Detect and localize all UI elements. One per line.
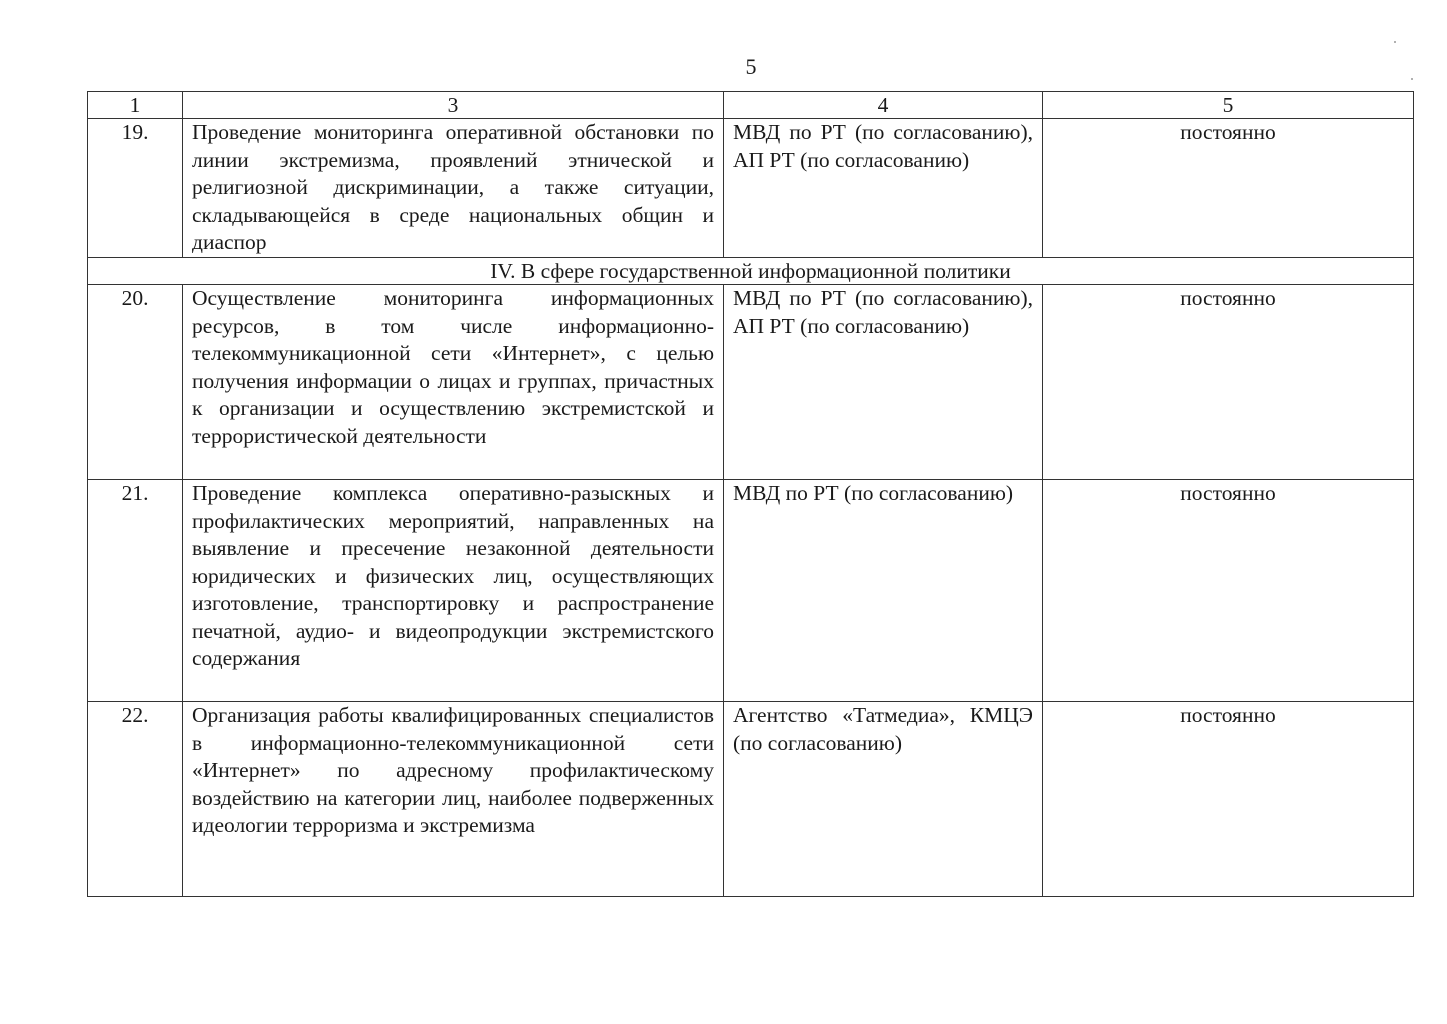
- row-event: Организация работы квалифицированных специалистов в информационно-телекоммуникационной сети «Интернет» по адресному профилактическому воздействию на категории лиц, наиболее подверженных идеологии терроризма и экстремизма: [183, 702, 724, 897]
- header-cell-number: 1: [88, 92, 183, 119]
- scan-speck: [1394, 41, 1396, 43]
- row-executor: МВД по РТ (по согласованию), АП РТ (по согласованию): [724, 119, 1043, 258]
- row-term: постоянно: [1043, 285, 1414, 480]
- row-event: Проведение мониторинга оперативной обстановки по линии экстремизма, проявлений этнической и религиозной дискриминации, а также ситуации, складывающейся в среде национальных общин и диаспор: [183, 119, 724, 258]
- row-executor: МВД по РТ (по согласованию), АП РТ (по согласованию): [724, 285, 1043, 480]
- row-term: постоянно: [1043, 119, 1414, 258]
- section-heading: IV. В сфере государственной информационной политики: [88, 258, 1414, 285]
- table-header-row: [88, 92, 1414, 119]
- row-number: 21.: [88, 480, 183, 702]
- page-number: 5: [745, 54, 757, 79]
- row-executor: МВД по РТ (по согласованию): [724, 480, 1043, 702]
- row-term: постоянно: [1043, 702, 1414, 897]
- header-cell-executor: 4: [724, 92, 1043, 119]
- header-cell-term: 5: [1043, 92, 1414, 119]
- row-term: постоянно: [1043, 480, 1414, 702]
- table-row: [88, 702, 1414, 897]
- row-number: 22.: [88, 702, 183, 897]
- table-row: [88, 119, 1414, 258]
- section-heading-row: [88, 258, 1414, 285]
- measures-table: [87, 91, 1414, 897]
- table-row: [88, 480, 1414, 702]
- header-cell-event: 3: [183, 92, 724, 119]
- row-event: Осуществление мониторинга информационных ресурсов, в том числе информационно-телекоммуникационной сети «Интернет», с целью получения информации о лицах и группах, причастных к организации и осуществлению экстремистской и террористической деятельности: [183, 285, 724, 480]
- row-executor: Агентство «Татмедиа», КМЦЭ (по согласованию): [724, 702, 1043, 897]
- row-event: Проведение комплекса оперативно-разыскных и профилактических мероприятий, направленных на выявление и пресечение незаконной деятельности юридических и физических лиц, осуществляющих изготовление, транспортировку и распространение печатной, аудио- и видеопродукции экстремистского содержания: [183, 480, 724, 702]
- table-row: [88, 285, 1414, 480]
- row-number: 19.: [88, 119, 183, 258]
- scan-speck: [1411, 78, 1413, 80]
- row-number: 20.: [88, 285, 183, 480]
